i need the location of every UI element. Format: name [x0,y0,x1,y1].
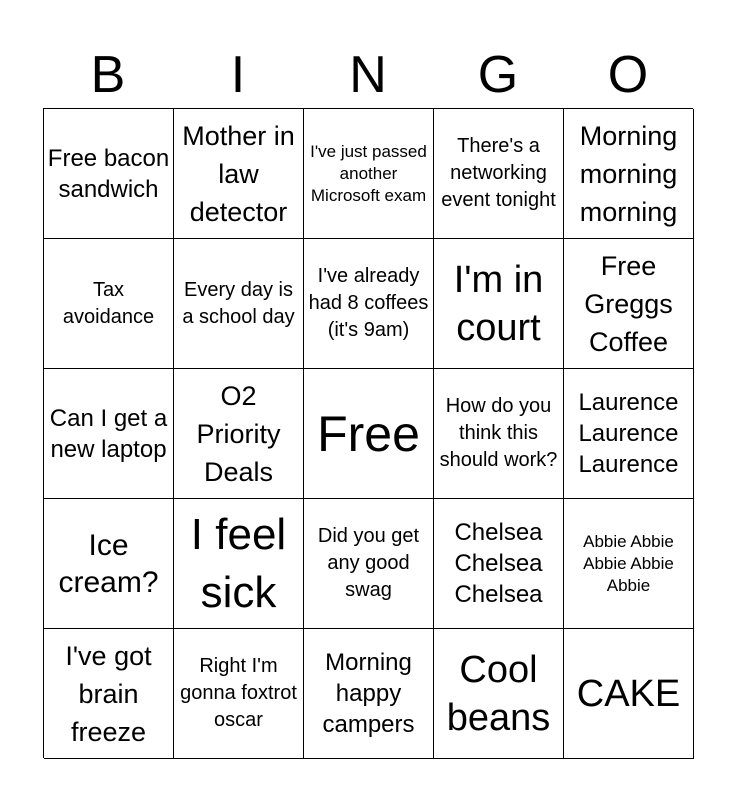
header-letter-n: N [349,46,387,104]
cell-text: Morning happy campers [322,649,415,738]
cell-text: Right I'm gonna foxtrot oscar [180,655,297,731]
bingo-cell[interactable] [304,629,434,759]
bingo-cell[interactable] [304,499,434,629]
bingo-cell[interactable] [564,629,694,759]
cell-text: Chelsea Chelsea Chelsea [454,519,543,608]
bingo-cell[interactable] [434,239,564,369]
cell-text: Did you get any good swag [317,525,420,601]
cell-text: I've already had 8 coffees (it's 9am) [308,265,429,341]
bingo-cell[interactable] [174,369,304,499]
cell-text: I feel sick [190,509,287,617]
bingo-header [43,42,693,108]
cell-text: Abbie Abbie Abbie Abbie Abbie [583,531,674,595]
bingo-cell[interactable] [44,629,174,759]
bingo-cell[interactable] [564,109,694,239]
cell-text: Free bacon sandwich [47,144,170,203]
bingo-cell[interactable] [564,499,694,629]
bingo-cell[interactable] [44,369,174,499]
bingo-cell[interactable] [434,499,564,629]
bingo-cell[interactable] [434,629,564,759]
bingo-cell[interactable] [434,109,564,239]
cell-text: Mother in law detector [182,120,295,227]
bingo-cell[interactable] [44,109,174,239]
bingo-board [43,108,693,758]
cell-text: CAKE [576,672,681,715]
cell-text: Every day is a school day [182,278,295,328]
header-letter-b: B [90,46,126,104]
cell-text: I've just passed another Microsoft exam [310,141,427,205]
cell-text: O2 Priority Deals [196,380,281,487]
cell-text: Ice cream? [58,528,159,599]
bingo-cell[interactable] [304,109,434,239]
cell-text: How do you think this should work? [439,395,558,471]
cell-text: Can I get a new laptop [49,404,168,463]
bingo-cell[interactable] [174,109,304,239]
cell-text: Morning morning morning [579,120,678,227]
cell-text: Laurence Laurence Laurence [578,389,679,478]
header-letter-g: G [477,46,519,104]
free-space-cell[interactable] [304,369,434,499]
cell-text: Tax avoidance [62,278,155,328]
bingo-cell[interactable] [174,499,304,629]
header-letter-o: O [607,46,649,104]
header-letter-i: I [230,46,246,104]
bingo-cell[interactable] [564,239,694,369]
bingo-cell[interactable] [44,499,174,629]
bingo-cell[interactable] [434,369,564,499]
cell-text: Free Greggs Coffee [584,250,673,357]
bingo-cell[interactable] [174,629,304,759]
cell-text: Free [317,405,420,462]
cell-text: I've got brain freeze [65,640,152,747]
cell-text: I'm in court [453,258,544,349]
bingo-cell[interactable] [174,239,304,369]
cell-text: There's a networking event tonight [441,135,556,211]
bingo-cell[interactable] [304,239,434,369]
bingo-cell[interactable] [564,369,694,499]
cell-text: Cool beans [446,648,551,739]
bingo-cell[interactable] [44,239,174,369]
